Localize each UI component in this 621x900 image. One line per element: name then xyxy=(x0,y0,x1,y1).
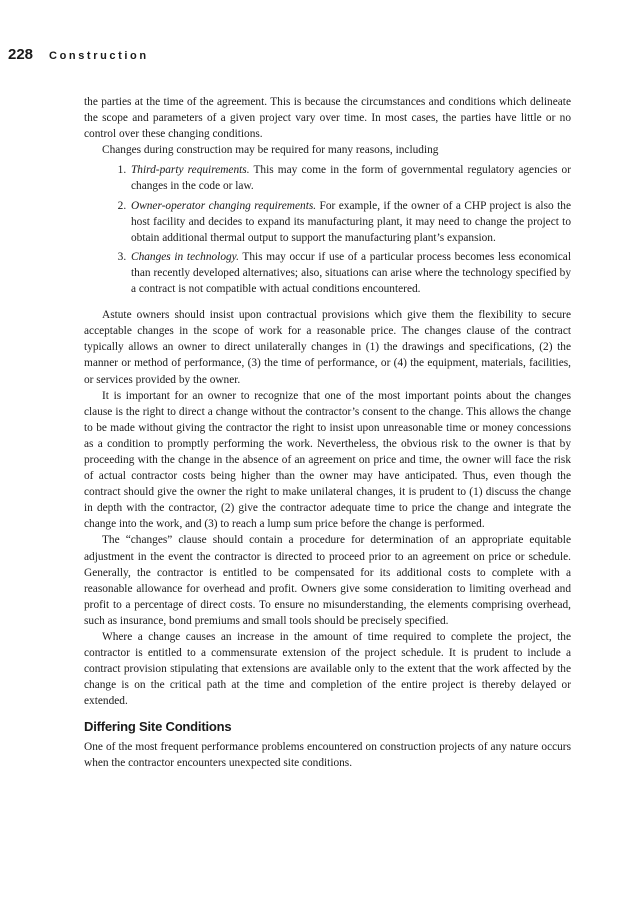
list-item xyxy=(129,198,571,246)
running-title: Construction xyxy=(49,50,149,62)
body-text xyxy=(84,94,571,771)
paragraph-procedure: The “changes” clause should contain a procedure for determination of an appropriate equitable adjustment in the event the contractor is directed to proceed prior to an agreement on price or schedule. Generally, the contractor is entitled to be compensated for its additional costs to complete with a reasonable allowance for overhead and profit. Owners give some consideration to limiting overhead and profit to a percentage of direct costs. To ensure no misunderstanding, the elements comprising overhead, such as insurance, bond premiums and small tools should be precisely specified. xyxy=(84,534,571,627)
paragraph-intro: the parties at the time of the agreement. This is because the circumstances and conditions which delineate the scope and parameters of a given project vary over time. In most cases, the parties have little or no control over these changing conditions. xyxy=(84,96,571,141)
paragraph-time: Where a change causes an increase in the amount of time required to complete the project, the contractor is entitled to a commensurate extension of the project schedule. It is prudent to include a contract provision stipulating that extensions are available only to the extent that the work affected by the change is on the critical path at the time and completion of the entire project is thereby delayed or extended. xyxy=(84,631,571,708)
page-header xyxy=(8,46,149,64)
list-item-term: Third-party requirements. xyxy=(131,164,250,177)
list-item xyxy=(129,162,571,194)
page-number: 228 xyxy=(8,46,34,63)
list-item-text: For example, if the owner of a CHP project is also the host facility and decides to expand its manufacturing plant, it may need to change the project to obtain additional thermal output to support the manufacturing plant’s expansion. xyxy=(131,199,571,244)
paragraph-important: It is important for an owner to recognize that one of the most important points about the changes clause is the right to direct a change without the contractor’s consent to the change. This allows the change to be made without giving the contractor the right to insist upon unreasonable time or money concessions as a condition to promptly performing the work. Nevertheless, the obvious risk to the owner is that by proceeding with the change in the absence of an agreement on price and time, the owner will face the risk of actual contractor costs being higher than the owner may have anticipated. Thus, even though the contract should give the owner the right to make unilateral changes, it is prudent to (1) discuss the change in depth with the contractor, (2) give the contractor adequate time to price the change and integrate the change into the work, and (3) to reach a lump sum price before the change is performed. xyxy=(84,389,571,531)
list-item-text: This may occur if use of a particular process becomes less economical than recently developed alternatives; also, situations can arise where the technology specified by a contract is not compatible with actual conditions encountered. xyxy=(131,250,571,296)
list-item-term: Owner-operator changing requirements. xyxy=(131,199,317,212)
section-heading: Differing Site Conditions xyxy=(84,719,232,735)
paragraph-site-conditions: One of the most frequent performance problems encountered on construction projects of any nature occurs when the contractor encounters unexpected site conditions. xyxy=(84,740,571,769)
paragraph-changes-lead: Changes during construction may be required for many reasons, including xyxy=(102,144,439,157)
reasons-list xyxy=(84,162,571,297)
list-item xyxy=(129,249,571,297)
list-item-text: This may come in the form of governmental regulatory agencies or changes in the code or law. xyxy=(131,164,571,193)
list-item-term: Changes in technology. xyxy=(131,250,239,263)
paragraph-astute: Astute owners should insist upon contractual provisions which give them the flexibility to secure acceptable changes in the scope of work for a reasonable price. The changes clause of the contract typically allows an owner to direct unilaterally changes in (1) the drawings and specifications, (2) the manner or method of performance, (3) the time of performance, or (4) the equipment, materials, facilities, or services provided by the owner. xyxy=(84,309,571,386)
